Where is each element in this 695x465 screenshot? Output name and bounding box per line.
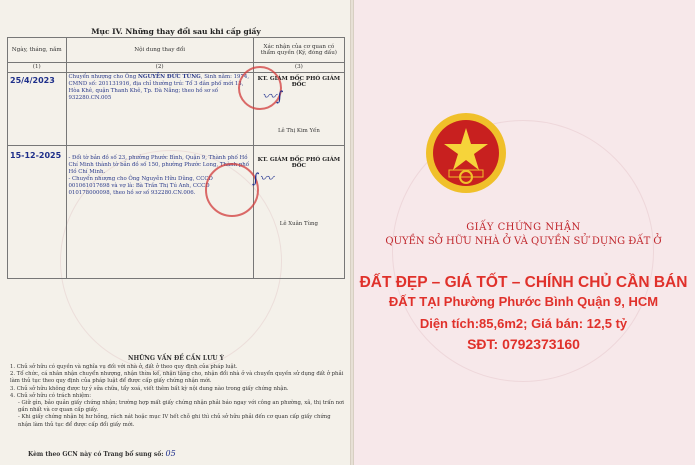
entry-date: 15-12-2025 [10, 151, 62, 160]
header-content: Nội dung thay đổi [66, 38, 253, 63]
notes-title: NHỮNG VẤN ĐỀ CẦN LƯU Ý [128, 355, 224, 362]
note-item: 2. Tổ chức, cá nhân nhận chuyển nhượng, nhận thừa kế, nhận tặng cho, nhận đổi nhà ở và chuyển quyền sử dụng đất ở phải làm thủ tục theo quy định của pháp luật để được cấp giấy chứng nhận mới. [10, 371, 344, 385]
entry-line: - Đổi tờ bản đồ số 23, phường Phước Bình, Quận 9, Thành phố Hồ Chí Minh thành tờ bản đồ số 150, phường Phước Long, Thành phố Hồ Chí Minh. [68, 155, 250, 175]
note-item: - Khi giấy chứng nhận bị hư hỏng, rách nát hoặc mục IV hết chỗ ghi thì chủ sở hữu phải đến cơ quan cấp giấy chứng nhận làm thủ tục để được cấp đổi giấy mới. [18, 414, 331, 428]
ad-phone: SĐT: 0792373160 [467, 336, 580, 352]
header-date: Ngày, tháng, năm [8, 38, 67, 63]
note-item: 4. Chủ sở hữu có trách nhiệm: [10, 392, 91, 399]
col-number: (1) [8, 63, 67, 73]
certificate-subtitle: QUYỀN SỞ HỮU NHÀ Ở VÀ QUYỀN SỬ DỤNG ĐẤT Ở [385, 236, 662, 247]
footer [28, 449, 176, 458]
national-emblem-icon [423, 110, 509, 196]
signature-icon: ∫〰 [252, 171, 274, 187]
footer-value: 05 [165, 449, 176, 458]
notes-list [10, 364, 344, 429]
signer-name: Lê Thị Kim Yến [277, 128, 320, 134]
col-number: (2) [66, 63, 253, 73]
table-row [8, 146, 345, 279]
ad-area-price: Diện tích:85,6m2; Giá bán: 12,5 tỷ [419, 316, 628, 331]
entry-prefix: Chuyển nhượng cho Ông [68, 74, 137, 80]
note-item: 3. Chủ sở hữu không được tự ý sửa chữa, tẩy xoá, viết thêm bất kỳ nội dung nào trong giấy chứng nhận. [10, 385, 289, 392]
header-confirmation: Xác nhận của cơ quan có thẩm quyền (Ký, đóng dấu) [253, 38, 344, 63]
entry-name: NGUYỄN ĐỨC TÙNG [137, 74, 201, 80]
ad-location: ĐẤT TẠI Phường Phước Bình Quận 9, HCM [388, 294, 659, 309]
note-item: 1. Chủ sở hữu có quyền và nghĩa vụ đối với nhà ở, đất ở theo quy định của pháp luật. [10, 364, 238, 370]
ad-headline: ĐẤT ĐẸP – GIÁ TỐT – CHÍNH CHỦ CẦN BÁN [359, 274, 688, 291]
table-row [8, 73, 345, 146]
section-title: Mục IV. Những thay đổi sau khi cấp giấy [91, 27, 261, 36]
signer-name: Lê Xuân Tùng [279, 221, 318, 227]
official-seal-icon [205, 163, 259, 217]
changes-table [7, 37, 345, 279]
signature-icon: 〰∫ [262, 89, 284, 105]
col-number: (3) [253, 63, 344, 73]
signer-title: KT. GIÁM ĐỐC PHÓ GIÁM ĐỐC [257, 76, 341, 88]
note-item: - Giữ gìn, bảo quản giấy chứng nhận; trường hợp mất giấy chứng nhận phải báo ngay với công an phường, xã, thị trấn nơi gần nhất và cơ quan cấp giấy. [18, 400, 344, 414]
signer-title: KT. GIÁM ĐỐC PHÓ GIÁM ĐỐC [257, 157, 341, 169]
certificate-title: GIẤY CHỨNG NHẬN [466, 222, 581, 233]
entry-line: - Chuyển nhượng cho Ông Nguyễn Hữu Dũng, CCCD 001061017698 và vợ là: Bà Trần Thị Tú Anh, CCCD 010178000098, theo hồ sơ số 932280.CN.006. [68, 176, 213, 196]
entry-content: , Sinh năm: 1974, CMND số: 201131916, địa chỉ thường trú: Tổ 3 dân phố mới 13, Hòa Khê, quận Thanh Khê, Tp. Đà Nẵng; theo hồ sơ số 932280.CN.005 [68, 74, 250, 101]
footer-label: Kèm theo GCN này có Trang bổ sung số: [28, 451, 164, 458]
entry-date: 25/4/2023 [10, 76, 55, 85]
